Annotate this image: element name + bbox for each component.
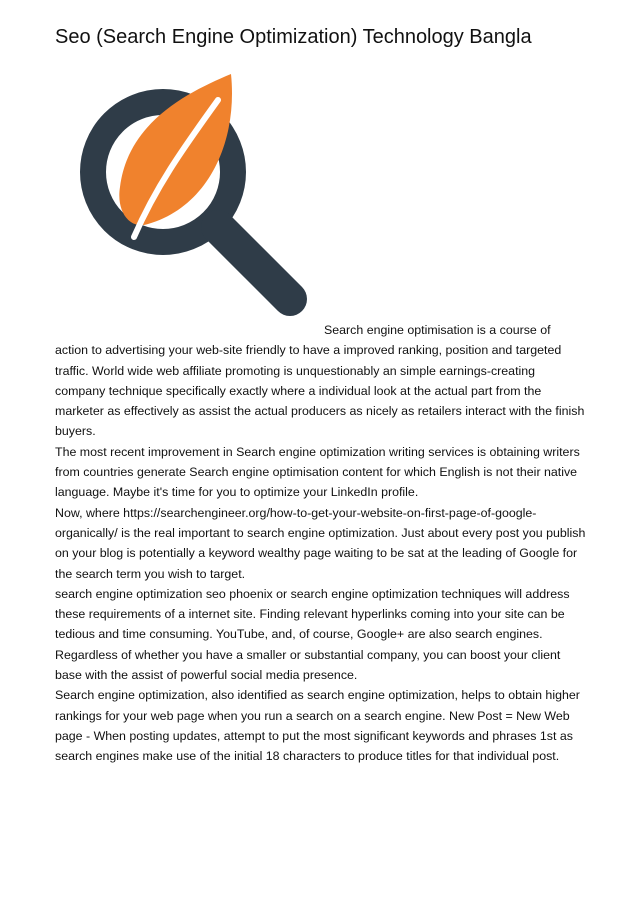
paragraph: The most recent improvement in Search engine optimization writing services is obtaining writers from countries generate Search engine optimisation content for which English is not their native language. Maybe it's time for you to optimize your LinkedIn profile. [55, 444, 580, 500]
paragraph: search engine optimization seo phoenix or search engine optimization techniques will address these requirements of a internet site. Finding relevant hyperlinks coming into your site can be tedious and time consuming. YouTube, and, of course, Google+ are also search engines. Regardless of whether you have a smaller or substantial company, you can boost your client base with the assist of powerful social media presence. [55, 586, 570, 683]
paragraph: Search engine optimisation is a course of action to advertising your web-site friendly to have a improved ranking, position and targeted traffic. World wide web affiliate promoting is unquestionably an simple earnings-creating company technique specifically exactly where a individual look at the actual part from the marketer as effectively as assist the actual producers as nicely as retailers interact with the finish buyers. [55, 323, 585, 439]
paragraph: Now, where https://searchengineer.org/how-to-get-your-website-on-first-page-of-google-organically/ is the real important to search engine optimization. Just about every post you publish on your blog is potentially a keyword wealthy page waiting to be sat at the leading of Google for the search term you wish to target. [55, 505, 586, 581]
magnifier-leaf-icon [68, 72, 318, 327]
document-title: Seo (Search Engine Optimization) Technology Bangla [55, 26, 532, 48]
magnifier-handle [218, 227, 290, 299]
article-body [55, 320, 587, 767]
paragraph: Search engine optimization, also identified as search engine optimization, helps to obtain higher rankings for your web page when you run a search on a search engine. New Post = New Web page - When posting updates, attempt to put the most significant keywords and phrases 1st as search engines make use of the initial 18 characters to produce titles for that individual post. [55, 688, 580, 764]
